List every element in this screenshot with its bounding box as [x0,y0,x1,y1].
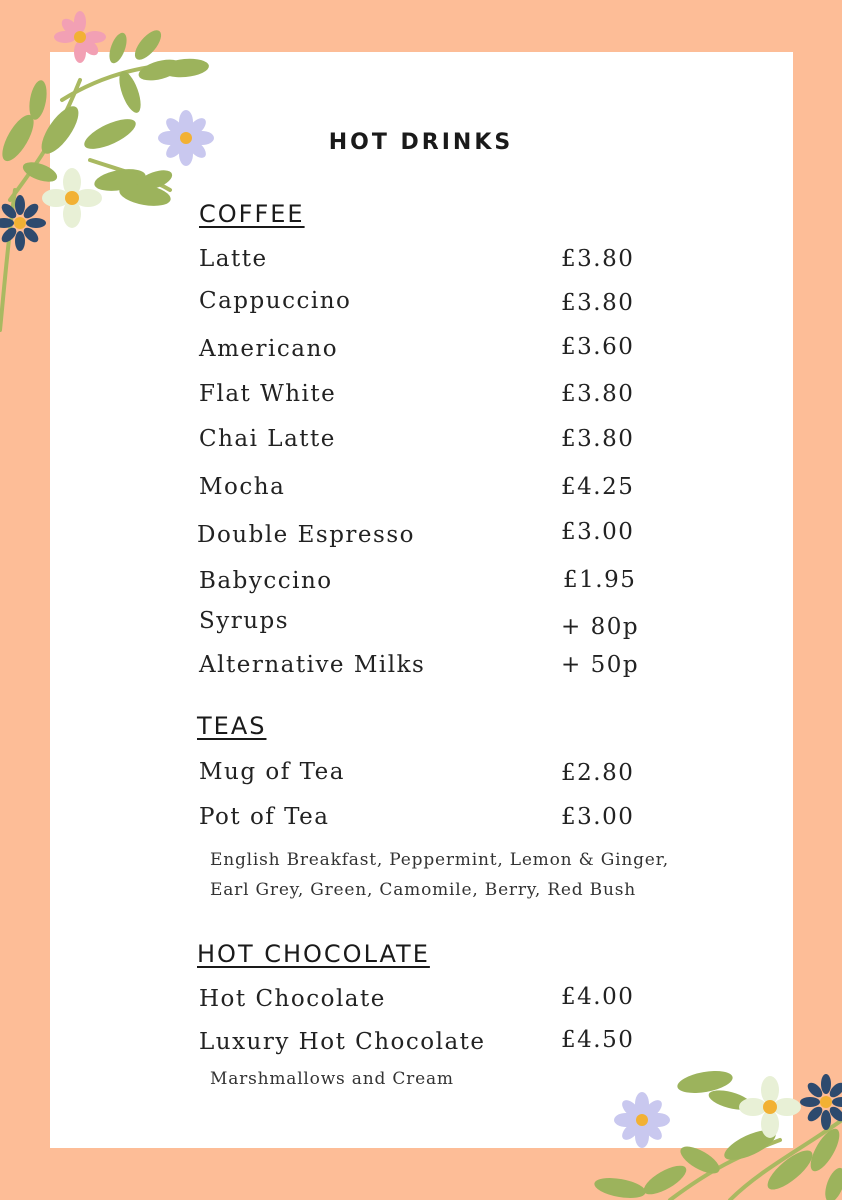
menu-item-price: £4.00 [561,984,635,1010]
menu-item-name: Latte [199,246,268,272]
menu-item-name: Pot of Tea [199,804,330,830]
floral-decoration-bottom-right [580,1060,842,1200]
menu-item-name: Americano [199,336,339,362]
flower-icon [54,11,106,63]
floral-decoration-top-left [0,0,220,340]
menu-item-price: + 80p [561,614,640,640]
section-heading-teas: TEAS [197,712,267,740]
menu-item-price: £3.00 [561,519,635,545]
menu-item-price: £3.80 [561,290,635,316]
menu-item-name: Syrups [199,608,290,634]
menu-item-name: Mug of Tea [199,759,345,785]
section-heading-coffee: COFFEE [199,200,305,228]
section-heading-hot-chocolate: HOT CHOCOLATE [197,940,430,968]
menu-item-price: £3.80 [561,246,635,272]
menu-item-name: Mocha [199,474,286,500]
menu-item-price: £3.60 [561,334,635,360]
flower-icon [614,1092,670,1148]
menu-item-name: Luxury Hot Chocolate [199,1029,486,1055]
menu-item-price: £1.95 [563,567,637,593]
leaf-icon [0,26,210,209]
menu-item-name: Chai Latte [199,426,336,452]
menu-item-price: £3.80 [561,426,635,452]
menu-item-price: + 50p [561,652,640,678]
menu-item-name: Alternative Milks [199,652,426,678]
menu-item-price: £2.80 [561,760,635,786]
menu-item-name: Babyccino [199,568,333,594]
menu-item-name: Hot Chocolate [199,986,386,1012]
menu-item-price: £4.25 [561,474,635,500]
menu-item-name: Flat White [199,381,337,407]
flower-icon [800,1074,842,1130]
tea-varieties-note: English Breakfast, Peppermint, Lemon & Ginger, [210,850,669,870]
menu-item-price: £4.50 [561,1027,635,1053]
menu-item-price: £3.00 [561,804,635,830]
menu-title: HOT DRINKS [328,130,514,155]
menu-item-name: Cappuccino [199,288,352,314]
hot-chocolate-toppings-note: Marshmallows and Cream [210,1069,454,1089]
menu-item-price: £3.80 [561,381,635,407]
tea-varieties-note: Earl Grey, Green, Camomile, Berry, Red Bush [210,880,636,900]
flower-icon [739,1076,801,1138]
menu-item-name: Double Espresso [197,522,415,548]
